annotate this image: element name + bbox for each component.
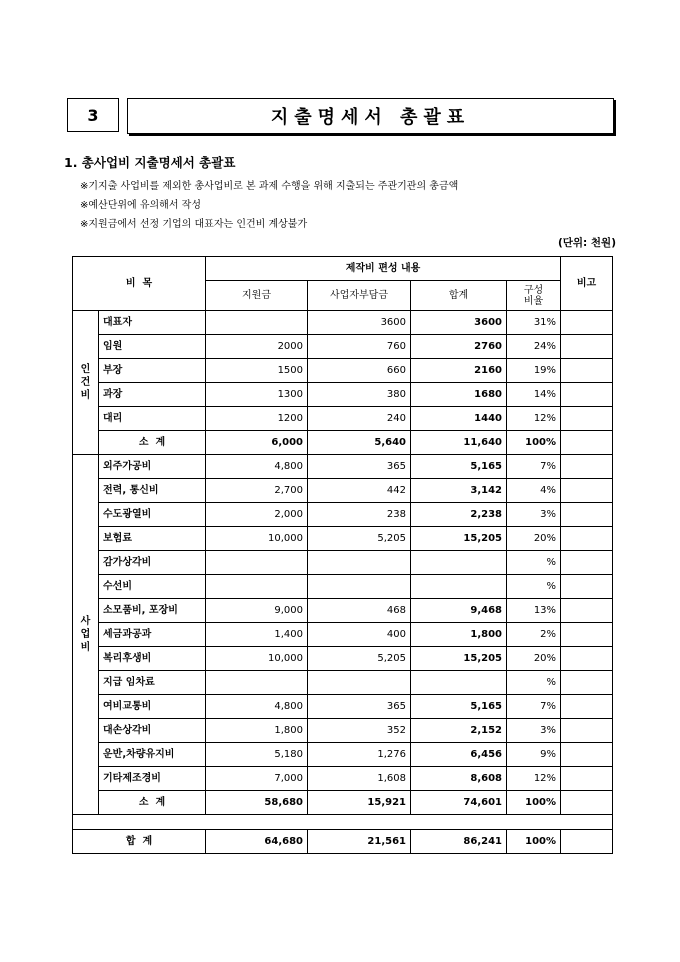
note-3: ※지원금에서 선정 기업의 대표자는 인건비 계상불가 xyxy=(80,219,308,230)
table-row xyxy=(73,503,613,527)
remark-header: 비고 xyxy=(561,257,613,311)
table-row xyxy=(73,695,613,719)
support-cell xyxy=(206,575,308,599)
support-cell: 4,800 xyxy=(206,455,308,479)
remark-cell xyxy=(561,623,613,647)
burden-cell: 15,921 xyxy=(308,791,411,815)
remark-cell xyxy=(561,311,613,335)
total-cell: 1,800 xyxy=(411,623,507,647)
support-cell: 5,180 xyxy=(206,743,308,767)
section-title: 1. 총사업비 지출명세서 총괄표 xyxy=(64,155,236,170)
total-cell: 5,165 xyxy=(411,695,507,719)
table-row xyxy=(73,575,613,599)
support-cell: 9,000 xyxy=(206,599,308,623)
ratio-cell: 100% xyxy=(507,791,561,815)
table-row xyxy=(73,551,613,575)
remark-cell xyxy=(561,599,613,623)
business-group-label: 사 업 비 xyxy=(73,455,99,815)
ratio-cell: % xyxy=(507,551,561,575)
ratio-cell: 20% xyxy=(507,527,561,551)
total-cell: 11,640 xyxy=(411,431,507,455)
burden-cell: 3600 xyxy=(308,311,411,335)
ratio-header: 구성 비율 xyxy=(507,281,561,311)
table-row xyxy=(73,719,613,743)
support-cell: 7,000 xyxy=(206,767,308,791)
support-cell: 1,400 xyxy=(206,623,308,647)
page-title-box xyxy=(127,98,614,134)
total-cell: 6,456 xyxy=(411,743,507,767)
ratio-cell: % xyxy=(507,575,561,599)
remark-cell xyxy=(561,479,613,503)
remark-cell xyxy=(561,767,613,791)
table-row xyxy=(73,599,613,623)
support-cell: 1,800 xyxy=(206,719,308,743)
total-cell xyxy=(411,575,507,599)
item-name: 과장 xyxy=(99,383,206,407)
support-cell: 1200 xyxy=(206,407,308,431)
item-name: 수선비 xyxy=(99,575,206,599)
table-row xyxy=(73,383,613,407)
ratio-cell: 7% xyxy=(507,455,561,479)
table-row xyxy=(73,671,613,695)
item-name: 여비교통비 xyxy=(99,695,206,719)
table-row xyxy=(73,311,613,335)
support-cell: 1300 xyxy=(206,383,308,407)
total-cell: 86,241 xyxy=(411,830,507,854)
ratio-cell: 3% xyxy=(507,503,561,527)
total-cell: 9,468 xyxy=(411,599,507,623)
burden-cell xyxy=(308,575,411,599)
ratio-cell: 100% xyxy=(507,830,561,854)
remark-cell xyxy=(561,503,613,527)
table-row xyxy=(73,527,613,551)
total-cell: 15,205 xyxy=(411,647,507,671)
total-cell: 2760 xyxy=(411,335,507,359)
remark-cell xyxy=(561,695,613,719)
burden-cell: 365 xyxy=(308,455,411,479)
remark-cell xyxy=(561,719,613,743)
header-row-1 xyxy=(73,257,613,281)
support-cell: 2000 xyxy=(206,335,308,359)
support-cell: 6,000 xyxy=(206,431,308,455)
personnel-group-label: 인 건 비 xyxy=(73,311,99,455)
remark-cell xyxy=(561,575,613,599)
ratio-cell: % xyxy=(507,671,561,695)
table-row xyxy=(73,647,613,671)
spacer-cell xyxy=(73,815,613,830)
item-name: 소 계 xyxy=(99,791,206,815)
total-cell: 2,238 xyxy=(411,503,507,527)
item-name: 기타제조경비 xyxy=(99,767,206,791)
total-header: 합계 xyxy=(411,281,507,311)
total-cell: 1680 xyxy=(411,383,507,407)
total-cell: 1440 xyxy=(411,407,507,431)
support-cell: 4,800 xyxy=(206,695,308,719)
total-cell: 5,165 xyxy=(411,455,507,479)
burden-cell: 352 xyxy=(308,719,411,743)
support-cell: 64,680 xyxy=(206,830,308,854)
remark-cell xyxy=(561,359,613,383)
table-row xyxy=(73,335,613,359)
burden-cell: 380 xyxy=(308,383,411,407)
table-row xyxy=(73,479,613,503)
item-name: 대손상각비 xyxy=(99,719,206,743)
item-name: 세금과공과 xyxy=(99,623,206,647)
ratio-cell: 4% xyxy=(507,479,561,503)
ratio-cell: 12% xyxy=(507,407,561,431)
item-name: 임원 xyxy=(99,335,206,359)
remark-cell xyxy=(561,335,613,359)
section-number-box xyxy=(67,98,119,132)
item-name: 부장 xyxy=(99,359,206,383)
burden-cell: 5,205 xyxy=(308,527,411,551)
burden-header: 사업자부담금 xyxy=(308,281,411,311)
remark-cell xyxy=(561,527,613,551)
burden-cell: 21,561 xyxy=(308,830,411,854)
item-name: 소모품비, 포장비 xyxy=(99,599,206,623)
remark-cell xyxy=(561,383,613,407)
burden-cell: 5,640 xyxy=(308,431,411,455)
burden-cell xyxy=(308,671,411,695)
item-name: 감가상각비 xyxy=(99,551,206,575)
remark-cell xyxy=(561,830,613,854)
total-cell: 74,601 xyxy=(411,791,507,815)
ratio-cell: 19% xyxy=(507,359,561,383)
subtotal-row xyxy=(73,431,613,455)
support-cell: 1500 xyxy=(206,359,308,383)
remark-cell xyxy=(561,407,613,431)
ratio-cell: 7% xyxy=(507,695,561,719)
burden-cell: 442 xyxy=(308,479,411,503)
support-cell: 10,000 xyxy=(206,527,308,551)
burden-cell: 468 xyxy=(308,599,411,623)
support-header: 지원금 xyxy=(206,281,308,311)
ratio-cell: 9% xyxy=(507,743,561,767)
remark-cell xyxy=(561,647,613,671)
remark-cell xyxy=(561,431,613,455)
grand-total-label: 합 계 xyxy=(73,830,206,854)
ratio-cell: 31% xyxy=(507,311,561,335)
remark-cell xyxy=(561,671,613,695)
expense-summary-table xyxy=(72,256,613,854)
group-header: 제작비 편성 내용 xyxy=(206,257,561,281)
table-row xyxy=(73,407,613,431)
total-cell: 2160 xyxy=(411,359,507,383)
ratio-cell: 3% xyxy=(507,719,561,743)
support-cell: 2,000 xyxy=(206,503,308,527)
burden-cell: 1,276 xyxy=(308,743,411,767)
total-cell: 3600 xyxy=(411,311,507,335)
ratio-cell: 2% xyxy=(507,623,561,647)
note-1: ※기지출 사업비를 제외한 총사업비로 본 과제 수행을 위해 지출되는 주관기관의 총금액 xyxy=(80,181,459,192)
table-row xyxy=(73,623,613,647)
remark-cell xyxy=(561,791,613,815)
burden-cell: 1,608 xyxy=(308,767,411,791)
unit-label: (단위: 천원) xyxy=(557,237,616,249)
support-cell xyxy=(206,671,308,695)
ratio-cell: 13% xyxy=(507,599,561,623)
burden-cell: 365 xyxy=(308,695,411,719)
note-2: ※예산단위에 유의해서 작성 xyxy=(80,200,201,211)
item-name: 외주가공비 xyxy=(99,455,206,479)
table-row xyxy=(73,743,613,767)
ratio-cell: 24% xyxy=(507,335,561,359)
item-name: 운반,차량유지비 xyxy=(99,743,206,767)
burden-cell: 5,205 xyxy=(308,647,411,671)
burden-cell: 660 xyxy=(308,359,411,383)
grand-total-row xyxy=(73,830,613,854)
spacer-row xyxy=(73,815,613,830)
support-cell xyxy=(206,311,308,335)
subtotal-row xyxy=(73,791,613,815)
support-cell: 10,000 xyxy=(206,647,308,671)
table-row xyxy=(73,767,613,791)
item-name: 소 계 xyxy=(99,431,206,455)
page-title: 지출명세서 총괄표 xyxy=(270,107,471,128)
item-name: 복리후생비 xyxy=(99,647,206,671)
support-cell xyxy=(206,551,308,575)
support-cell: 2,700 xyxy=(206,479,308,503)
item-name: 전력, 통신비 xyxy=(99,479,206,503)
table-row xyxy=(73,359,613,383)
burden-cell: 400 xyxy=(308,623,411,647)
total-cell: 3,142 xyxy=(411,479,507,503)
item-name: 지급 임차료 xyxy=(99,671,206,695)
total-cell: 8,608 xyxy=(411,767,507,791)
burden-cell xyxy=(308,551,411,575)
table-row xyxy=(73,455,613,479)
remark-cell xyxy=(561,551,613,575)
item-name: 대표자 xyxy=(99,311,206,335)
remark-cell xyxy=(561,743,613,767)
support-cell: 58,680 xyxy=(206,791,308,815)
ratio-cell: 20% xyxy=(507,647,561,671)
item-name: 수도광열비 xyxy=(99,503,206,527)
item-name: 대리 xyxy=(99,407,206,431)
total-cell xyxy=(411,551,507,575)
total-cell: 15,205 xyxy=(411,527,507,551)
item-name: 보험료 xyxy=(99,527,206,551)
burden-cell: 238 xyxy=(308,503,411,527)
item-header: 비 목 xyxy=(73,257,206,311)
section-number: 3 xyxy=(87,105,99,125)
total-cell xyxy=(411,671,507,695)
burden-cell: 240 xyxy=(308,407,411,431)
remark-cell xyxy=(561,455,613,479)
ratio-cell: 12% xyxy=(507,767,561,791)
burden-cell: 760 xyxy=(308,335,411,359)
ratio-cell: 14% xyxy=(507,383,561,407)
ratio-cell: 100% xyxy=(507,431,561,455)
total-cell: 2,152 xyxy=(411,719,507,743)
